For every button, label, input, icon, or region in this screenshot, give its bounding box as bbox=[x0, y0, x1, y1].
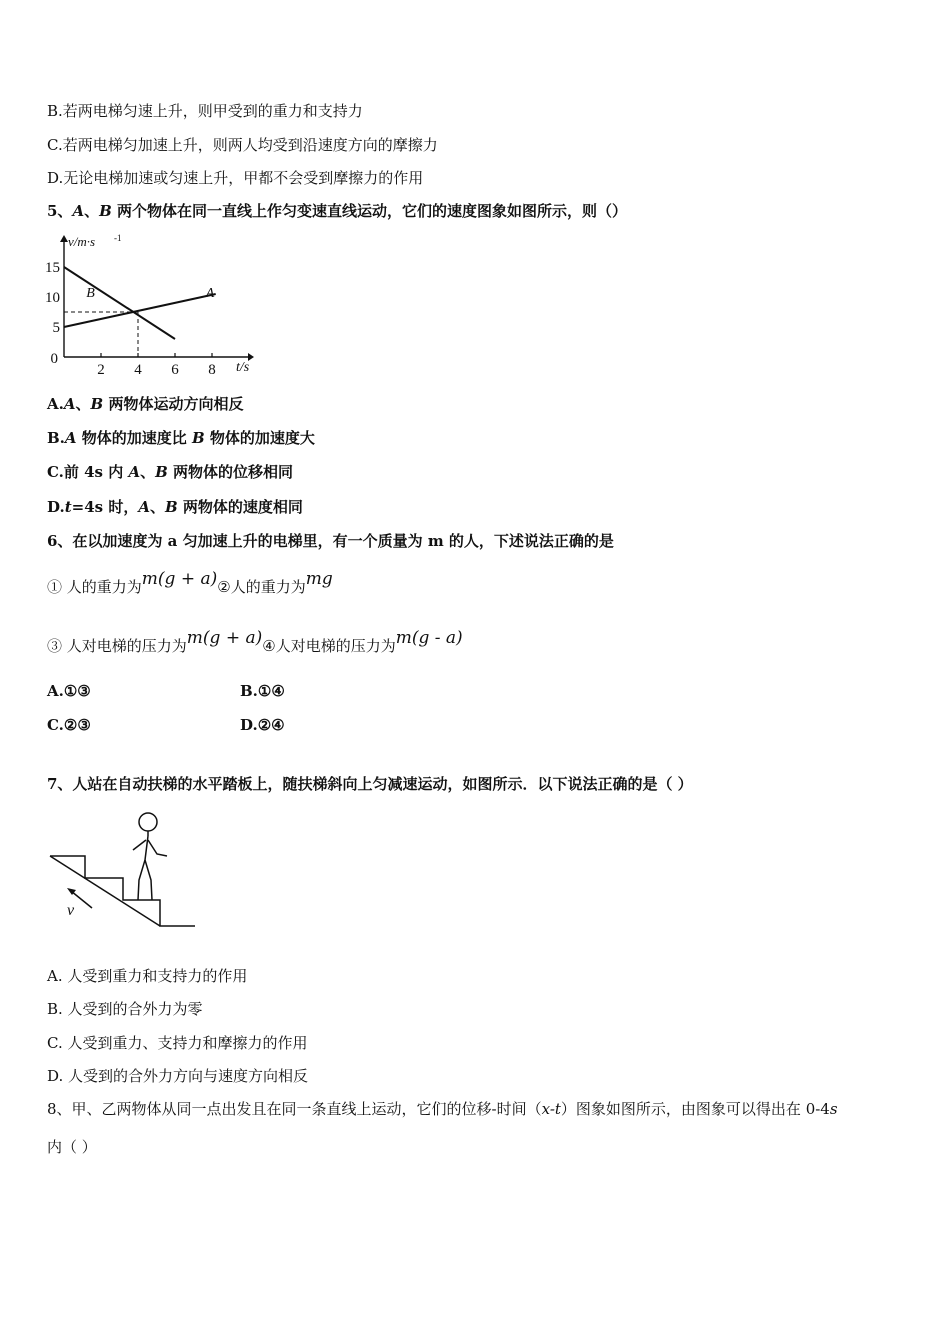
x-tick-label: 2 bbox=[97, 362, 105, 378]
formula-m-g-plus-a-2: m(g + a) bbox=[186, 628, 263, 648]
q4-option-c: C.若两电梯匀加速上升，则两人均受到沿速度方向的摩擦力 bbox=[47, 136, 438, 154]
y-axis-arrow bbox=[60, 235, 68, 242]
formula-m-g-minus-a: m(g - a) bbox=[395, 628, 463, 648]
q7-option-b: B. 人受到的合外力为零 bbox=[47, 1000, 203, 1018]
q7-option-d: D. 人受到的合外力方向与速度方向相反 bbox=[47, 1067, 309, 1085]
formula-mg: mg bbox=[305, 569, 333, 589]
person-arm-left bbox=[133, 840, 146, 850]
x-axis-label: t/s bbox=[236, 360, 250, 375]
y-axis-label: v/m·s bbox=[68, 234, 96, 249]
series-line-b bbox=[64, 267, 175, 339]
y-axis-label-exponent: -1 bbox=[114, 233, 122, 243]
q6-statements-1-2: ① 人的重力为m(g + a)②人的重力为mg bbox=[47, 569, 333, 596]
velocity-label: v bbox=[67, 902, 75, 919]
q8-stem-line-1: 8、甲、乙两物体从同一点出发且在同一条直线上运动，它们的位移-时间（x-t）图象如图所示，由图象可以得出在 0-4s bbox=[47, 1100, 838, 1118]
x-tick-label: 8 bbox=[208, 362, 216, 378]
x-tick-label: 4 bbox=[134, 362, 142, 378]
q5-option-d: D.t=4s 时，A、B 两物体的速度相同 bbox=[47, 498, 303, 516]
formula-m-g-plus-a: m(g + a) bbox=[141, 569, 218, 589]
origin-label: 0 bbox=[50, 351, 58, 367]
y-tick-label: 10 bbox=[45, 290, 60, 306]
q6-option-d: D.②④ bbox=[240, 716, 285, 734]
q7-stem: 7、人站在自动扶梯的水平踏板上，随扶梯斜向上匀减速运动，如图所示．以下说法正确的是（ ） bbox=[47, 775, 693, 793]
q4-option-d: D.无论电梯加速或匀速上升，甲都不会受到摩擦力的作用 bbox=[47, 169, 424, 187]
velocity-time-chart bbox=[40, 232, 270, 380]
series-label-a: A bbox=[205, 286, 215, 301]
q6-statements-3-4: ③ 人对电梯的压力为m(g + a)④人对电梯的压力为m(g - a) bbox=[47, 628, 463, 655]
q5-option-b: B.A 物体的加速度比 B 物体的加速度大 bbox=[47, 429, 315, 447]
person-arm-right bbox=[148, 840, 167, 856]
q5-stem: 5、A、B 两个物体在同一直线上作匀变速直线运动，它们的速度图象如图所示，则（） bbox=[47, 202, 628, 220]
q4-option-b: B.若两电梯匀速上升，则甲受到的重力和支持力 bbox=[47, 102, 363, 120]
y-tick-label: 15 bbox=[45, 260, 60, 276]
person-head bbox=[139, 813, 157, 831]
q6-options-row-1 bbox=[47, 681, 285, 701]
q6-option-c: C.②③ bbox=[47, 716, 91, 734]
escalator-figure bbox=[45, 808, 200, 933]
q6-options-row-2 bbox=[47, 715, 285, 735]
q8-stem-line-2: 内（ ） bbox=[47, 1138, 97, 1156]
q5-option-c: C.前 4s 内 A、B 两物体的位移相同 bbox=[47, 463, 294, 481]
person-leg-right bbox=[145, 860, 152, 900]
q7-option-c: C. 人受到重力、支持力和摩擦力的作用 bbox=[47, 1034, 308, 1052]
q5-option-a: A.A、B 两物体运动方向相反 bbox=[47, 395, 244, 413]
q7-option-a: A. 人受到重力和支持力的作用 bbox=[47, 967, 248, 985]
q6-option-b: B.①④ bbox=[240, 682, 285, 700]
series-lines bbox=[64, 267, 216, 339]
q6-option-a: A.①③ bbox=[47, 682, 91, 700]
x-tick-label: 6 bbox=[171, 362, 179, 378]
series-label-b: B bbox=[86, 286, 95, 301]
velocity-arrow-shaft bbox=[71, 891, 92, 908]
y-tick-label: 5 bbox=[52, 320, 60, 336]
q6-stem: 6、在以加速度为 a 匀加速上升的电梯里，有一个质量为 m 的人，下述说法正确的是 bbox=[47, 532, 614, 550]
